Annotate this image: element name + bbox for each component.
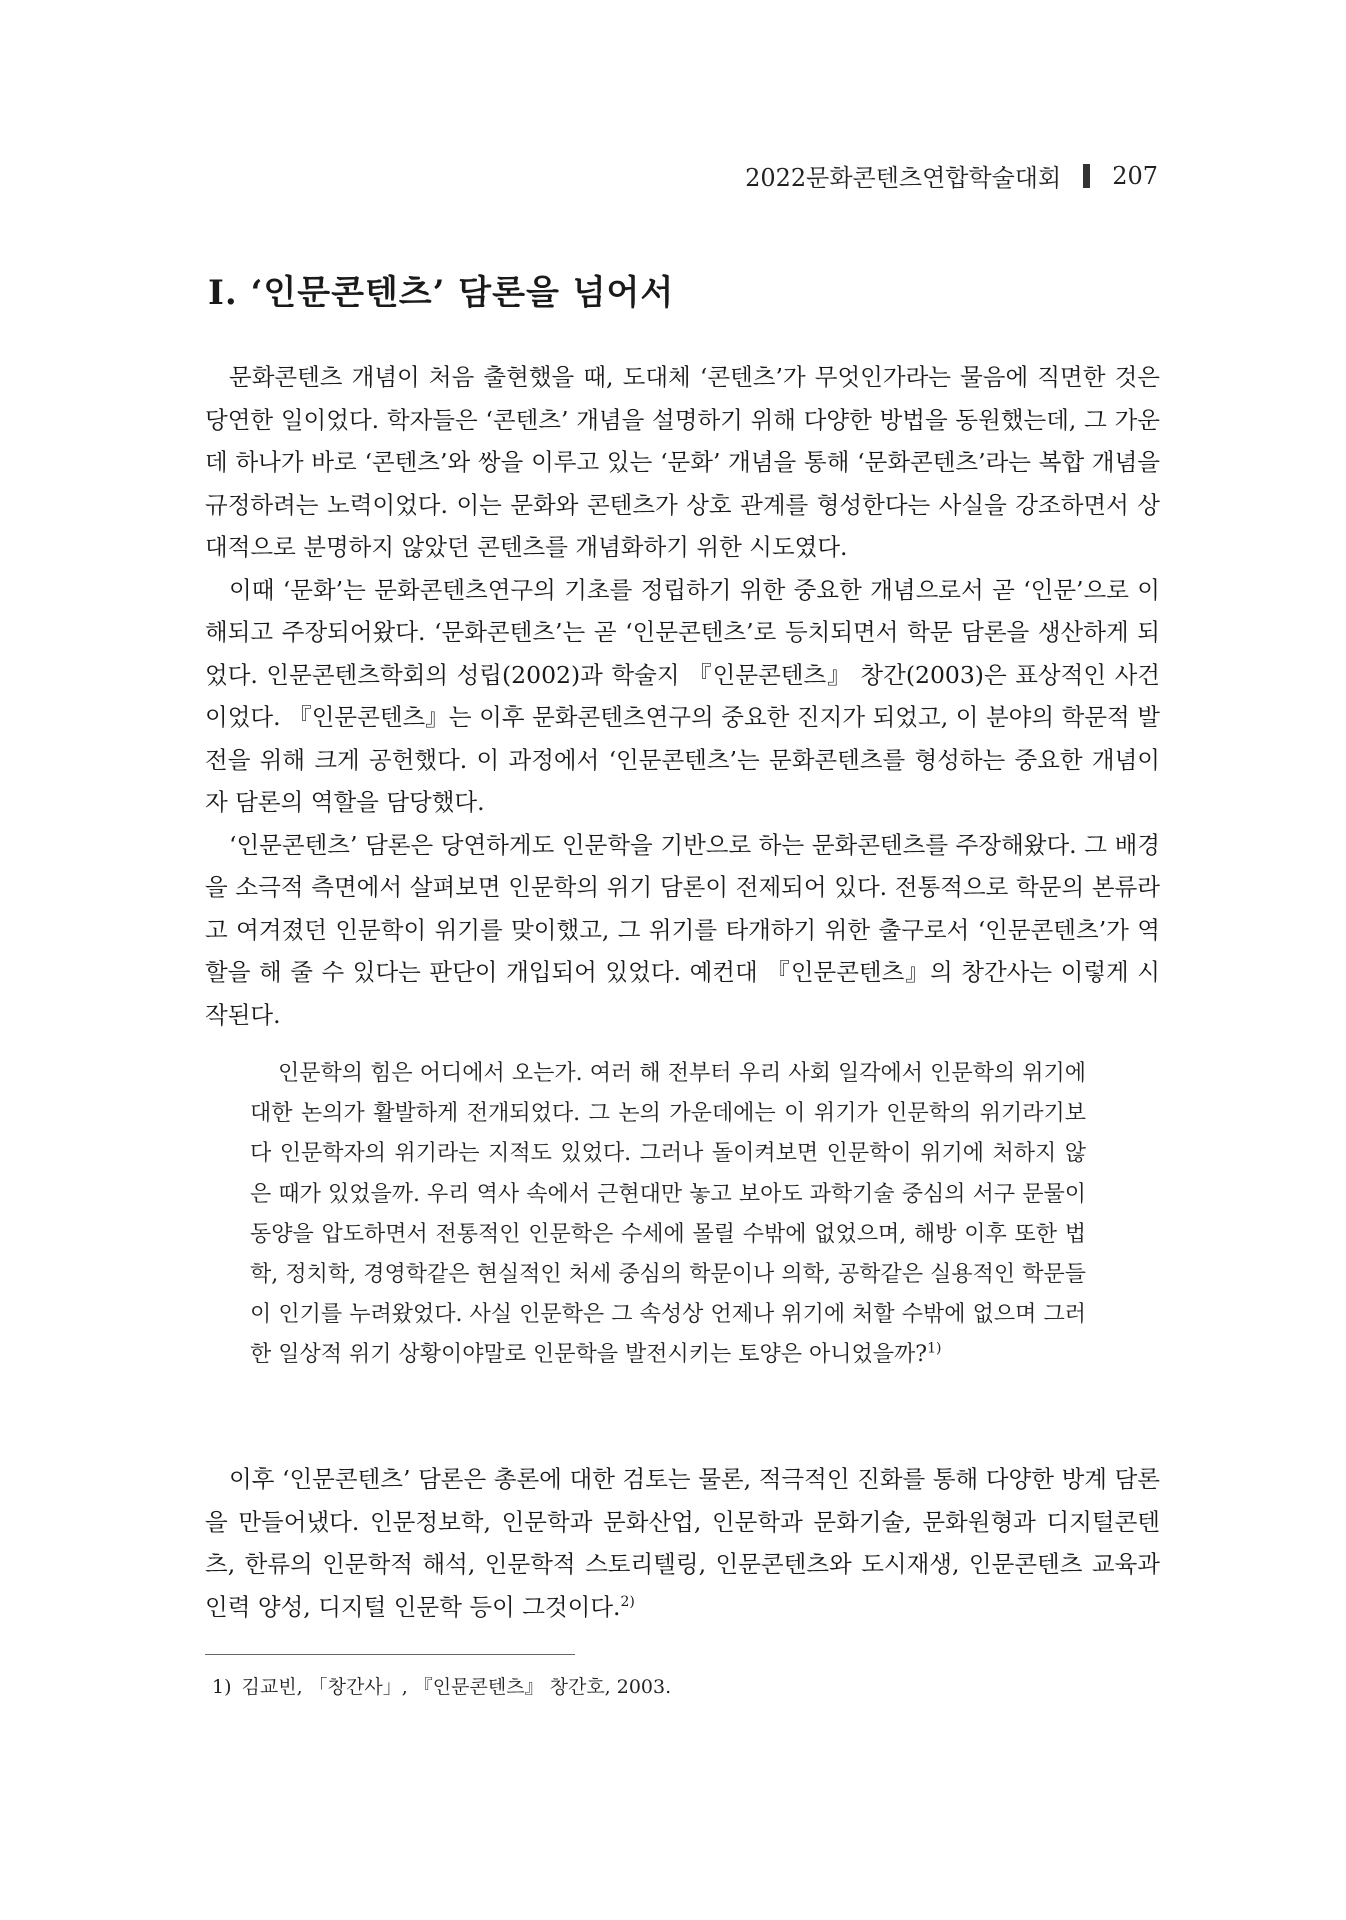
footnote-number: 1) [212, 1676, 232, 1698]
footnote-ref-2: 2) [620, 1593, 635, 1610]
footnote-divider [205, 1654, 575, 1655]
footnote-ref-1: 1) [927, 1341, 942, 1358]
paragraph-3: ‘인문콘텐츠’ 담론은 당연하게도 인문학을 기반으로 하는 문화콘텐츠를 주장해왔다. 그 배경을 소극적 측면에서 살펴보면 인문학의 위기 담론이 전제되어 있다. 전통적으로 학문의 본류라고 여겨졌던 인문학이 위기를 맞이했고, 그 위기를 타개하기 위한 출구로서 ‘인문콘텐츠’가 역할을 해 줄 수 있다는 판단이 개입되어 있었다. 예컨대 『인문콘텐츠』의 창간사는 이렇게 시작된다. [205, 830, 1160, 1029]
running-header [745, 158, 1158, 193]
page-number: 207 [1112, 161, 1158, 190]
paragraph-2: 이때 ‘문화’는 문화콘텐츠연구의 기초를 정립하기 위한 중요한 개념으로서 곧 ‘인문’으로 이해되고 주장되어왔다. ‘문화콘텐츠’는 곧 ‘인문콘텐츠’로 등치되면서 학문 담론을 생산하게 되었다. 인문콘텐츠학회의 성립(2002)과 학술지 『인문콘텐츠』 창간(2003)은 표상적인 사건이었다. 『인문콘텐츠』는 이후 문화콘텐츠연구의 중요한 진지가 되었고, 이 분야의 학문적 발전을 위해 크게 공헌했다. 이 과정에서 ‘인문콘텐츠’는 문화콘텐츠를 형성하는 중요한 개념이자 담론의 역할을 담당했다. [205, 575, 1160, 816]
footnote-text: 김교빈, 「창간사」, 『인문콘텐츠』 창간호, 2003. [241, 1676, 672, 1698]
section-title: Ⅰ. ‘인문콘텐츠’ 담론을 넘어서 [208, 273, 675, 313]
closing-text [205, 1458, 1160, 1628]
closing-paragraph [205, 1458, 1160, 1628]
paragraph-1: 문화콘텐츠 개념이 처음 출현했을 때, 도대체 ‘콘텐츠’가 무엇인가라는 물음에 직면한 것은 당연한 일이었다. 학자들은 ‘콘텐츠’ 개념을 설명하기 위해 다양한 방법을 동원했는데, 그 가운데 하나가 바로 ‘콘텐츠’와 쌍을 이루고 있는 ‘문화’ 개념을 통해 ‘문화콘텐츠’라는 복합 개념을 규정하려는 노력이었다. 이는 문화와 콘텐츠가 상호 관계를 형성한다는 사실을 강조하면서 상대적으로 분명하지 않았던 콘텐츠를 개념화하기 위한 시도였다. [205, 363, 1160, 561]
intro-text [205, 356, 1160, 1036]
block-quote [250, 1054, 1086, 1376]
closing-paragraph-text: 이후 ‘인문콘텐츠’ 담론은 총론에 대한 검토는 물론, 적극적인 진화를 통해 다양한 방계 담론을 만들어냈다. 인문정보학, 인문학과 문화산업, 인문학과 문화기술, 문화원형과 디지털콘텐츠, 한류의 인문학적 해석, 인문학적 스토리텔링, 인문콘텐츠와 도시재생, 인문콘텐츠 교육과 인력 양성, 디지털 인문학 등이 그것이다. [205, 1465, 1160, 1621]
journal-name: 2022문화콘텐츠연합학술대회 [745, 164, 1062, 192]
header-separator-bar [1083, 164, 1090, 188]
quote-paragraph [250, 1054, 1086, 1376]
quote-text: 인문학의 힘은 어디에서 오는가. 여러 해 전부터 우리 사회 일각에서 인문학의 위기에 대한 논의가 활발하게 전개되었다. 그 논의 가운데에는 이 위기가 인문학의 위기라기보다 인문학자의 위기라는 지적도 있었다. 그러나 돌이켜보면 인문학이 위기에 처하지 않은 때가 있었을까. 우리 역사 속에서 근현대만 놓고 보아도 과학기술 중심의 서구 문물이 동양을 압도하면서 전통적인 인문학은 수세에 몰릴 수밖에 없었으며, 해방 이후 또한 법학, 정치학, 경영학같은 현실적인 처세 중심의 학문이나 의학, 공학같은 실용적인 학문들이 인기를 누려왔었다. 사실 인문학은 그 속성상 언제나 위기에 처할 수밖에 없으며 그러한 일상적 위기 상황이야말로 인문학을 발전시키는 토양은 아니었을까? [250, 1061, 1086, 1368]
footnote-1 [212, 1672, 671, 1699]
